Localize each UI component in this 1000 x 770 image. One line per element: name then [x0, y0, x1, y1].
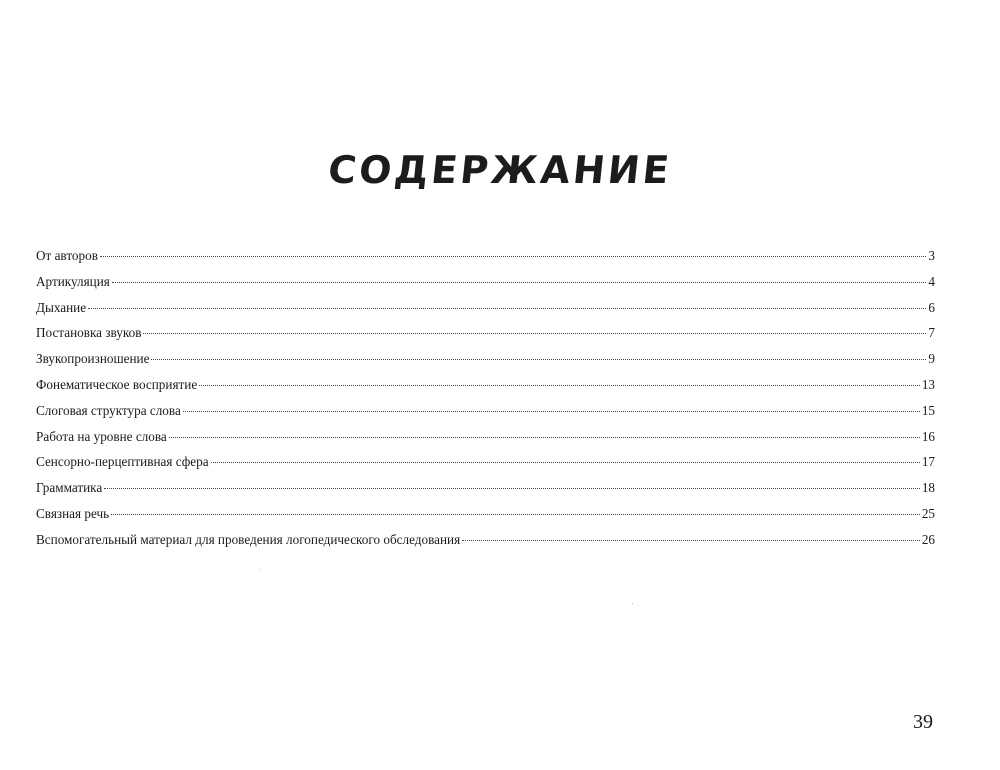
- toc-entry[interactable]: [36, 504, 935, 530]
- toc-entry-label: Дыхание: [36, 299, 87, 315]
- toc-entry-page: 15: [921, 402, 935, 418]
- toc-entry[interactable]: [36, 349, 935, 375]
- toc-entry[interactable]: [36, 401, 935, 427]
- toc-entry-page: 13: [921, 376, 935, 392]
- toc-entry-page: 7: [928, 325, 935, 341]
- toc-entry-label: Звукопроизношение: [36, 351, 150, 367]
- toc-entry[interactable]: [36, 530, 935, 556]
- toc-entry-page: 9: [928, 351, 935, 367]
- table-of-contents: [36, 246, 935, 556]
- toc-entry[interactable]: [36, 452, 935, 478]
- toc-leader-dots: [112, 282, 927, 283]
- toc-entry-label: Работа на уровне слова: [36, 428, 167, 444]
- toc-entry-label: Фонематическое восприятие: [36, 376, 198, 392]
- toc-leader-dots: [199, 385, 920, 386]
- toc-entry[interactable]: [36, 323, 935, 349]
- toc-leader-dots: [88, 308, 926, 309]
- toc-entry[interactable]: [36, 298, 935, 324]
- toc-entry-page: 18: [921, 480, 935, 496]
- toc-entry[interactable]: [36, 246, 935, 272]
- toc-entry-label: Грамматика: [36, 480, 103, 496]
- page-title: СОДЕРЖАНИЕ: [326, 148, 674, 192]
- toc-leader-dots: [100, 256, 926, 257]
- toc-entry-page: 16: [921, 428, 935, 444]
- toc-entry-label: Постановка звуков: [36, 325, 142, 341]
- toc-entry-page: 26: [921, 531, 935, 547]
- scan-speck: [632, 603, 633, 604]
- toc-entry-page: 3: [928, 248, 935, 263]
- toc-leader-dots: [143, 333, 926, 334]
- toc-entry-label: Связная речь: [36, 505, 110, 521]
- toc-leader-dots: [104, 488, 920, 489]
- toc-entry-page: 6: [928, 299, 935, 315]
- toc-entry-label: От авторов: [36, 248, 98, 263]
- toc-leader-dots: [462, 540, 920, 541]
- toc-leader-dots: [183, 411, 920, 412]
- toc-entry-label: Вспомогательный материал для проведения логопедического обследования: [36, 531, 461, 547]
- toc-entry[interactable]: [36, 427, 935, 453]
- toc-entry-label: Сенсорно-перцептивная сфера: [36, 454, 209, 470]
- toc-leader-dots: [151, 359, 926, 360]
- toc-entry-page: 4: [928, 273, 935, 289]
- toc-entry-label: Артикуляция: [36, 273, 110, 289]
- page-number: 39: [913, 711, 933, 733]
- toc-entry[interactable]: [36, 375, 935, 401]
- toc-entry-label: Слоговая структура слова: [36, 402, 181, 418]
- toc-entry-page: 17: [921, 454, 935, 470]
- toc-leader-dots: [169, 437, 920, 438]
- toc-entry[interactable]: [36, 478, 935, 504]
- toc-leader-dots: [211, 462, 920, 463]
- scan-speck: [260, 569, 261, 570]
- toc-entry-page: 25: [921, 505, 935, 521]
- toc-entry[interactable]: [36, 272, 935, 298]
- toc-leader-dots: [111, 514, 920, 515]
